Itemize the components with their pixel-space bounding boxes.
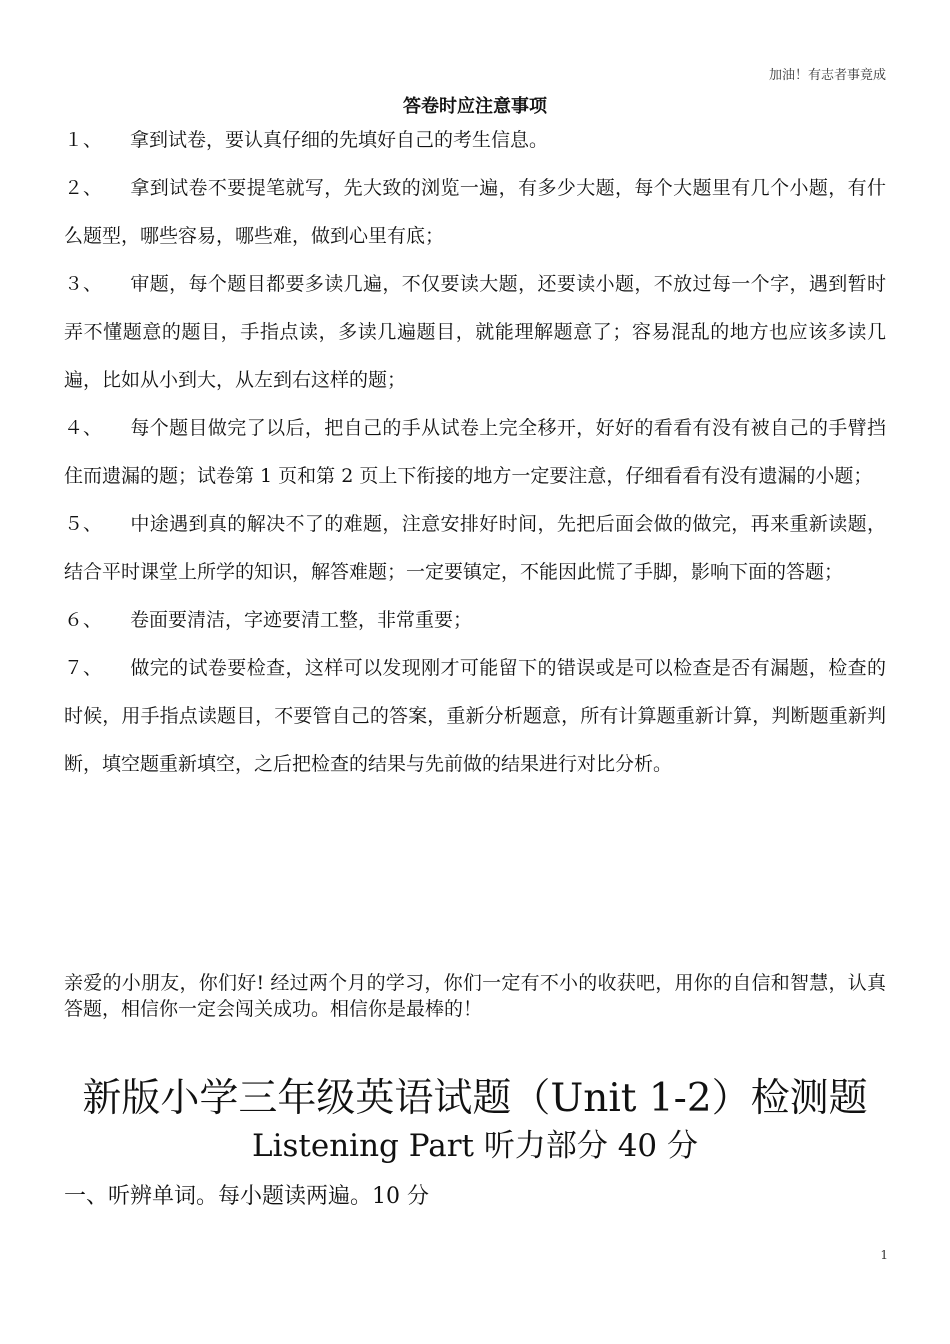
notice-item-text: 做完的试卷要检查，这样可以发现刚才可能留下的错误或是可以检查是否有漏题，检查的时候，用手指点读题目，不要管自己的答案，重新分析题意，所有计算题重新计算，判断题重新判断，填空题重新填空，之后把检查的结果与先前做的结果进行对比分析。: [64, 657, 886, 775]
header-motto: 加油！有志者事竟成: [768, 68, 886, 83]
notice-item-text: 每个题目做完了以后，把自己的手从试卷上完全移开，好好的看看有没有被自己的手臂挡住而遗漏的题；试卷第 1 页和第 2 页上下衔接的地方一定要注意，仔细看看有没有遗漏的小题；: [64, 417, 886, 487]
notice-item-number: ３、: [64, 273, 103, 295]
notice-item-text: 拿到试卷，要认真仔细的先填好自己的考生信息。: [130, 129, 549, 151]
greeting-paragraph: 亲爱的小朋友，你们好! 经过两个月的学习，你们一定有不小的收获吧，用你的自信和智慧，认真答题，相信你一定会闯关成功。相信你是最棒的！: [64, 972, 886, 1020]
notice-item-text: 卷面要清洁，字迹要清工整，非常重要；: [130, 609, 473, 631]
notice-item-number: ４、: [64, 417, 103, 439]
notice-item-number: １、: [64, 129, 103, 151]
notice-item-2: [64, 164, 886, 260]
notice-list: [64, 116, 886, 788]
notice-item-5: [64, 500, 886, 596]
notice-item-text: 中途遇到真的解决不了的难题，注意安排好时间，先把后面会做的做完，再来重新读题，结合平时课堂上所学的知识，解答难题；一定要镇定，不能因此慌了手脚，影响下面的答题；: [64, 513, 886, 583]
notice-item-4: [64, 404, 886, 500]
page-number: 1: [880, 1248, 888, 1262]
notice-item-text: 拿到试卷不要提笔就写，先大致的浏览一遍，有多少大题，每个大题里有几个小题，有什么题型，哪些容易，哪些难，做到心里有底；: [64, 177, 886, 247]
exam-subtitle: Listening Part 听力部分 40 分: [252, 1128, 698, 1164]
notice-item-text: 审题，每个题目都要多读几遍，不仅要读大题，还要读小题，不放过每一个字，遇到暂时弄不懂题意的题目，手指点读，多读几遍题目，就能理解题意了；容易混乱的地方也应该多读几遍，比如从小到大，从左到右这样的题；: [64, 273, 886, 391]
notice-item-3: [64, 260, 886, 404]
notice-item-1: [64, 116, 886, 164]
notice-item-6: [64, 596, 886, 644]
section-heading: 一、听辨单词。每小题读两遍。10 分: [64, 1184, 429, 1209]
notice-title: 答卷时应注意事项: [403, 96, 547, 117]
notice-item-number: ２、: [64, 177, 103, 199]
notice-item-number: ６、: [64, 609, 103, 631]
exam-title: 新版小学三年级英语试题（Unit 1-2）检测题: [82, 1076, 868, 1121]
notice-item-7: [64, 644, 886, 788]
notice-item-number: ５、: [64, 513, 103, 535]
notice-item-number: ７、: [64, 657, 103, 679]
